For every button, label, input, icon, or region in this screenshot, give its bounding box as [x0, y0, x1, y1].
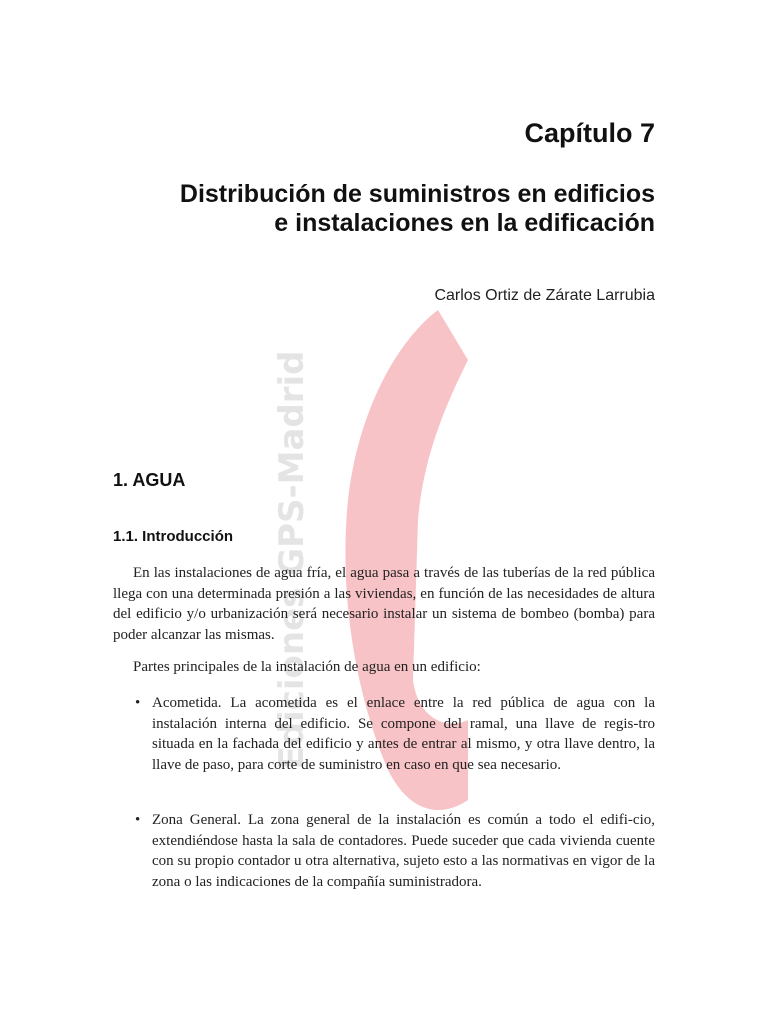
bullet-text: Zona General. La zona general de la instalación es común a todo el edifi-cio, extendiéndose hasta la sala de contadores. Puede suceder que cada vivienda cuente con su propio contador u otra alternativa, sujeto esto a las normativas en vigor de la zona o las indicaciones de la compañía suministradora.	[152, 812, 655, 890]
bullet-icon: •	[135, 812, 141, 828]
list-item	[113, 693, 655, 775]
bullet-list	[113, 693, 655, 775]
chapter-title	[135, 180, 655, 238]
chapter-label: Capítulo 7	[524, 118, 655, 148]
subsection-heading: 1.1. Introducción	[113, 528, 234, 545]
bullet-icon: •	[135, 695, 141, 711]
intro-paragraph: En las instalaciones de agua fría, el agua pasa a través de las tuberías de la red pública llega con una determinada presión a las viviendas, en función de las necesidades de altura del edificio y/o urbanización será necesario instalar un sistema de bombeo (bomba) para poder alcanzar las mismas.	[113, 565, 655, 643]
watermark-text: Ediciones GPS-Madrid	[272, 350, 312, 770]
chapter-title-line2: e instalaciones en la edificación	[274, 209, 655, 237]
author-name: Carlos Ortiz de Zárate Larrubia	[434, 287, 655, 304]
bullet-list	[113, 810, 655, 892]
section-heading: 1. AGUA	[113, 470, 186, 490]
chapter-title-line1: Distribución de suministros en edificios	[179, 180, 655, 208]
list-item	[113, 810, 655, 892]
bullet-text: Acometida. La acometida es el enlace entre la red pública de agua con la instalación interna del edificio. Se compone del ramal, una llave de regis-tro situada en la fachada del edificio y antes de entrar al mismo, y otra llave dentro, la llave de paso, para corte de suministro en caso en que sea necesario.	[152, 695, 655, 773]
parts-paragraph: Partes principales de la instalación de agua en un edificio:	[133, 659, 481, 675]
